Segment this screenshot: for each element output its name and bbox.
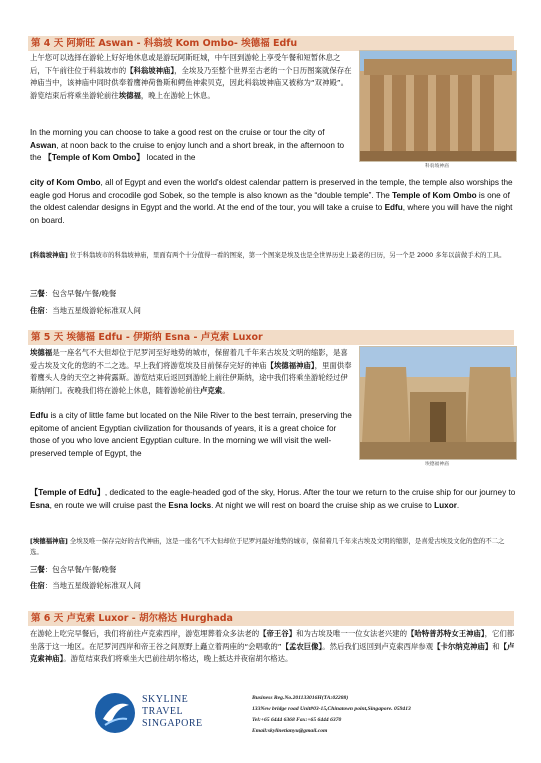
valley-of-kings-cn: 【帝王谷】 [259,629,297,638]
day5-meals [30,564,116,577]
edfu-en-2: Edfu [30,411,49,420]
day6-cn-text-c: 和为古埃及唯一一位女法老兴建的 [296,629,407,638]
esna-en: Esna [30,500,50,510]
day4-cn-paragraph [30,52,352,102]
day5-en-text-f: , en route we will cruise past the [49,500,167,510]
business-reg: Business Reg.No.201133016H(TA:02288) [252,695,349,701]
day5-en-text-b: is a city of little fame but located on the Nile River to the best terrain, preserving the epitome of ancient Egyptian civilization for thousands of years, it is a great choice for those of you who love ancient Egyptian culture. In the morning we will visit the well-preserved temple of Egypt, the [30,411,352,458]
day5-note-text: 全埃及唯一保存完好的古代神庙，这是一座名气不大但却位于尼罗河最好地势的城市，保留着几千年来古埃及文明的缩影，是喜爱古埃及文化的您的不二之选。 [30,537,505,556]
luxor-cn: 卢克索 [200,385,223,395]
day5-note [30,536,516,558]
phone-fax: Tel:+65 6444 6368 Fax:+65 6444 6370 [252,717,342,723]
day5-meals-value: ：包含早餐/午餐/晚餐 [44,565,117,574]
day4-note-text: 位于科翁坡市的科翁坡神庙，里面有两个十分值得一看的图案，第一个图案是埃及也是全世界历史上最老的日历，另一个是 2000 多年以前做手术的工具。 [69,251,506,259]
edfu-caption: 埃德福神庙 [425,462,449,467]
day6-cn-text-a: 在游轮上吃完早餐后，我们将前往卢克索西岸，游览埋葬着众多法老的 [30,629,260,638]
day5-cn-paragraph [30,347,352,397]
day6-cn-text-k: 。游览结束我们将乘坐大巴前往胡尔格达，晚上抵达并夜宿胡尔格达。 [63,654,293,664]
temple-kom-ombo-en-2: Temple of Kom Ombo [392,190,477,200]
day4-header: 第 4 天 阿斯旺 Aswan - 科翁坡 Kom Ombo- 埃德福 Edfu [28,36,514,51]
day5-en-paragraph-top [30,410,352,460]
day5-en-text-j: . [456,500,460,510]
day4-meals-label: 三餐 [30,289,45,298]
day4-cn-text-a: 上午您可以选择在游轮上好好地休息或是游玩阿斯旺城，中午回到游轮上享受午餐和短暂休息之后，下午前往位于科翁坡市的 [30,53,341,75]
brand-line-1: SKYLINE [142,694,189,705]
day4-en-text-k: , where you will have the night on board. [30,203,513,225]
day4-en-text-a: In the morning you can choose to take a good rest on the cruise or tour the city of [30,128,325,137]
day4-hotel-value: ：当地五星级游轮标准双人间 [44,306,141,315]
day6-cn-paragraph [30,628,516,666]
hatshepsut-temple-cn: 【哈特普苏特女王神庙】 [406,629,485,638]
day5-hotel [30,580,141,593]
kom-ombo-city-en: city of Kom Ombo [30,178,101,187]
day5-hotel-label: 住宿 [30,581,45,590]
day4-en-paragraph-bottom [30,177,516,227]
luxor-temple-cn: 【卢克索神庙】 [30,641,515,664]
day4-note-label: [科翁坡神庙] [30,251,68,259]
day5-en-paragraph-bottom [30,487,516,512]
footer [95,693,515,753]
day4-meals-value: ：包含早餐/午餐/晚餐 [44,289,117,298]
day4-cn-text-e: ，晚上在游轮上休息。 [140,90,215,100]
esna-locks-en: Esna locks [168,500,212,510]
day6-cn-text-g: 。然后我们返回到卢克索西岸参观 [322,641,434,651]
day5-cn-text-b: 是一座名气不大但却位于尼罗河至好地势的城市，保留着几千年来古埃及文明的缩影，是喜爱古埃及文化的您的不二之选。早上我们将游览埃及目前保存完好的神庙 [30,348,348,370]
edfu-en: Edfu [384,203,403,213]
edfu-cn: 埃德福 [118,90,141,100]
day6-cn-text-e: ，它们都坐落于这一地区。在尼罗河西岸和帝王谷之间原野上矗立着两座的“会唱歌的” [30,629,515,651]
day4-cn-text-c: ，全埃及乃至整个世界至古老的一个日历图案就保存在神庙当中，该神庙中同时供奉着鹰神荷鲁斯和鳄鱼神索贝克，因此科翁坡神庙又被称为“双神殿”。游览结束后将乘坐游轮前往 [30,65,352,100]
edfu-photo [359,346,517,460]
brand-line-3: SINGAPORE [142,718,203,729]
day5-header: 第 5 天 埃德福 Edfu - 伊斯纳 Esna - 卢克索 Luxor [28,330,514,345]
edfu-temple-image [360,347,516,459]
day4-hotel-label: 住宿 [30,306,45,315]
temple-kom-ombo-en: 【Temple of Kom Ombo】 [43,153,145,163]
temple-edfu-en: 【Temple of Edfu】 [30,488,105,497]
day4-meals [30,288,116,301]
aswan-en: Aswan [30,140,57,150]
day6-cn-text-i: 和 [492,641,500,651]
day5-en-text-d: , dedicated to the eagle-headed god of the sky, Horus. After the tour we return to the cruise ship for our journey to [104,488,516,497]
address: 133New bridge road Unit#03-15,Chinatown point,Singapore. 059413 [252,706,411,712]
day5-note-label: [埃德福神庙] [30,537,68,545]
day4-hotel [30,305,141,318]
luxor-en: Luxor [434,500,457,510]
temple-kom-ombo-cn: 【科翁坡神庙】 [126,65,175,75]
email: Email:skylinetianyu@gmail.com [252,728,328,734]
day4-en-text-c: , at noon back to the cruise to enjoy lunch and a short break, in the afternoon to the [30,140,345,163]
kom-ombo-caption: 科翁坡神庙 [425,164,449,169]
karnak-temple-cn: 【卡尔纳克神庙】 [433,641,493,651]
kom-ombo-photo [359,50,517,162]
edfu-cn-2: 埃德福 [30,348,53,357]
skyline-logo-icon [95,693,135,733]
day5-cn-text-d: ，里面供奉着鹰头人身的天空之神荷露斯。游览结束后返回到游轮上前往伊斯纳，途中我们将乘坐游轮经过伊斯纳闸门。夜晚我们将在游轮上休息，随着游轮前往 [30,360,352,395]
day4-note [30,250,516,261]
kom-ombo-temple-image [360,51,516,161]
brand-line-2: TRAVEL [142,706,184,717]
day5-meals-label: 三餐 [30,565,45,574]
day4-en-text-i: is one of the oldest calendar designs in Egypt and the world. At the end of the tour, you will take a cruise to [30,190,510,213]
day5-cn-text-f: 。 [222,385,230,395]
swoosh-icon [95,693,135,733]
day5-hotel-value: ：当地五星级游轮标准双人间 [44,581,141,590]
day5-en-text-h: . At night we will rest on board the cruise ship as we cruise to [211,500,432,510]
day4-en-paragraph-top [30,127,352,165]
day6-header: 第 6 天 卢克索 Luxor - 胡尔格达 Hurghada [28,611,514,626]
day4-en-text-e: located in the [146,153,196,163]
colossi-memnon-cn: 【孟农巨像】 [281,641,323,651]
day4-en-text-g: , all of Egypt and even the world's oldest calendar pattern is preserved in the temple, the temple also worships the eagle god Horus and crocodile god Sobek, so the temple is also known as the “double temple”. The [30,178,513,200]
temple-edfu-cn: 【埃德福神庙】 [266,360,315,370]
